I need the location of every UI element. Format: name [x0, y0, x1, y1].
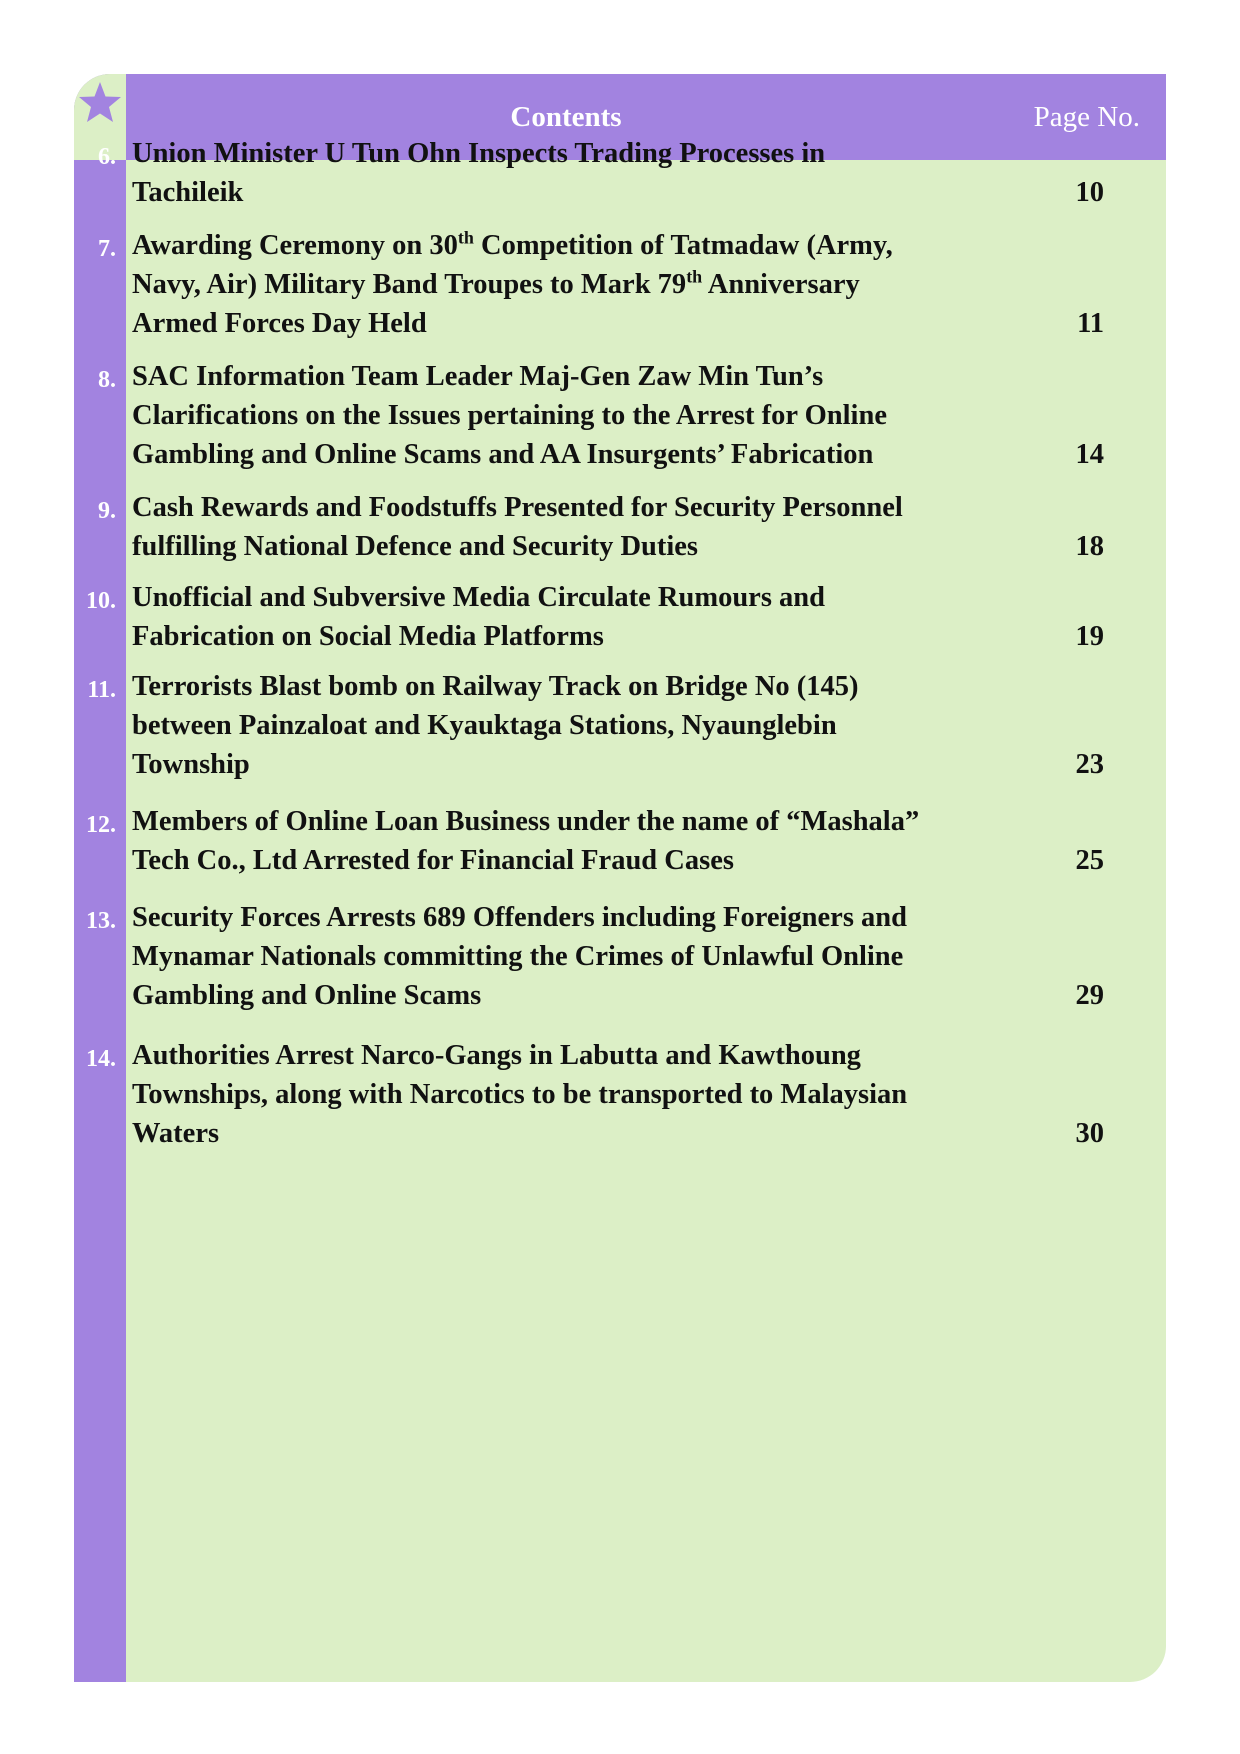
toc-item-page: 18 [1075, 531, 1104, 562]
toc-item-title-line: Gambling and Online Scams [132, 980, 482, 1011]
toc-item-title-line: Awarding Ceremony on 30th Competition of Tatmadaw (Army, [132, 227, 893, 261]
toc-item-page: 10 [1075, 177, 1104, 208]
page-no-label: Page No. [1033, 101, 1140, 133]
toc-item-page: 14 [1075, 439, 1104, 470]
toc-item-title [132, 357, 1020, 474]
toc-item-number: 12. [86, 812, 116, 838]
toc-item-title-line: Security Forces Arrests 689 Offenders including Foreigners and [132, 902, 907, 933]
toc-item-title [132, 898, 1020, 1015]
toc-item-title-line: Township [132, 749, 250, 780]
toc-item-page: 29 [1075, 980, 1104, 1011]
toc-item-title-line: Mynamar Nationals committing the Crimes of Unlawful Online [132, 941, 904, 972]
contents-card [74, 74, 1166, 1682]
toc-item-title-line: Fabrication on Social Media Platforms [132, 621, 604, 652]
toc-item-title-line: Terrorists Blast bomb on Railway Track on Bridge No (145) [132, 671, 859, 702]
toc-item-title [132, 226, 1020, 343]
toc-item-title-line: Townships, along with Narcotics to be transported to Malaysian [132, 1079, 908, 1110]
toc-item-title-line: Cash Rewards and Foodstuffs Presented for Security Personnel [132, 492, 903, 523]
toc-item-title-line: Navy, Air) Military Band Troupes to Mark 79th Anniversary [132, 266, 860, 300]
toc-item-title-line: Gambling and Online Scams and AA Insurgents’ Fabrication [132, 439, 874, 470]
toc-item-title-line: Tachileik [132, 177, 244, 208]
toc-item-page: 11 [1077, 308, 1104, 339]
toc-item-title [132, 1036, 1020, 1153]
toc-item-number: 9. [98, 498, 116, 524]
toc-item-number: 13. [86, 908, 116, 934]
toc-item-title-line: Clarifications on the Issues pertaining to the Arrest for Online [132, 400, 887, 431]
toc-item-number: 8. [98, 367, 116, 393]
toc-item-number: 10. [86, 588, 116, 614]
toc-item-title [132, 578, 1020, 656]
toc-item-title-line: Armed Forces Day Held [132, 308, 427, 339]
toc-item-page: 30 [1075, 1118, 1104, 1149]
toc-item-number: 11. [87, 677, 116, 703]
toc-item-title-line: SAC Information Team Leader Maj-Gen Zaw Min Tun’s [132, 361, 824, 392]
toc-item-title [132, 488, 1020, 566]
contents-title: Contents [510, 101, 622, 133]
toc-item-page: 25 [1075, 845, 1104, 876]
toc-item-title-line: Unofficial and Subversive Media Circulate Rumours and [132, 582, 826, 613]
toc-item-title-line: between Painzaloat and Kyauktaga Stations, Nyaunglebin [132, 710, 837, 741]
toc-item-title [132, 134, 1020, 212]
toc-item-number: 6. [98, 144, 116, 170]
toc-item-title-line: Waters [132, 1118, 220, 1149]
toc-item-number: 7. [98, 236, 116, 262]
toc-item-page: 23 [1075, 749, 1104, 780]
toc-item-title-line: fulfilling National Defence and Security Duties [132, 531, 699, 562]
toc-item-title-line: Union Minister U Tun Ohn Inspects Trading Processes in [132, 138, 826, 169]
toc-item-title-line: Authorities Arrest Narco-Gangs in Labutta and Kawthoung [132, 1040, 861, 1071]
toc-item-page: 19 [1075, 621, 1104, 652]
toc-item-title-line: Members of Online Loan Business under the name of “Mashala” [132, 806, 920, 837]
sidebar-strip [74, 74, 126, 1682]
star-icon [78, 80, 122, 124]
toc-item-title-line: Tech Co., Ltd Arrested for Financial Fraud Cases [132, 845, 734, 876]
toc-item-number: 14. [86, 1046, 116, 1072]
toc-item-title [132, 802, 1020, 880]
toc-item-title [132, 667, 1020, 784]
